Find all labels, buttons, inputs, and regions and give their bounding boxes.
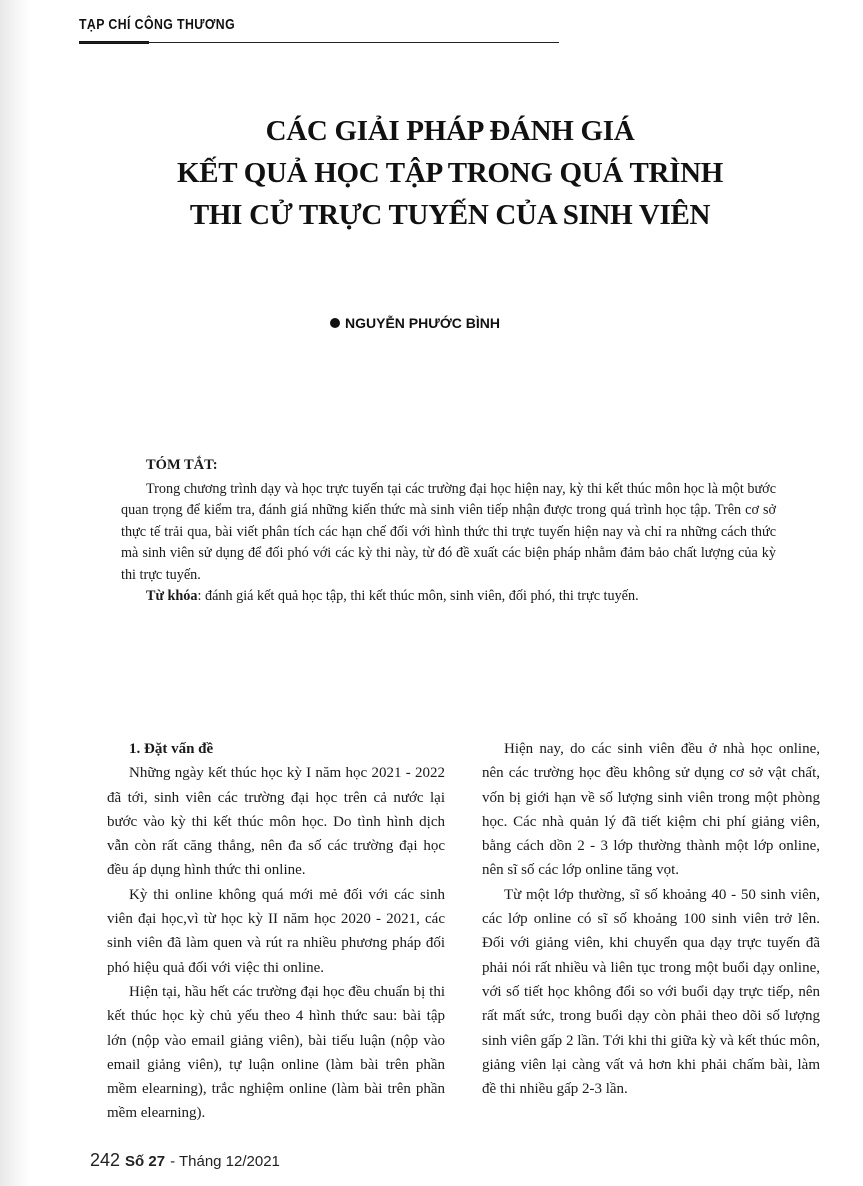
keywords-label: Từ khóa	[146, 588, 198, 604]
paragraph: Hiện nay, do các sinh viên đều ở nhà học online, nên các trường học đều không sử dụng cơ sở vật chất, vốn bị giới hạn về số lượng sinh viên trong một phòng học. Các nhà quản lý đã tiết kiệm chi phí giảng viên, bằng cách dồn 2 - 3 lớp thường thành một lớp online, nên sĩ số các lớp online tăng vọt.	[482, 741, 820, 879]
paragraph: Từ một lớp thường, sĩ số khoảng 40 - 50 sinh viên, các lớp online có sĩ số khoảng 100 sinh viên trở lên. Đối với giảng viên, khi chuyển qua dạy trực tuyến đã phải nói rất nhiều và liên tục trong một buổi dạy online, với số tiết học không đổi so với buổi dạy trực tiếp, nên rất mất sức, trong buổi dạy còn phải theo dõi số lượng sinh viên gấp 2 lần. Tới khi thi giữa kỳ và kết thúc môn, giảng viên lại càng vất vả hơn khi phải chấm bài, làm đề thi nhiều gấp 2-3 lần.	[482, 886, 820, 1098]
title-line: KẾT QUẢ HỌC TẬP TRONG QUÁ TRÌNH	[176, 157, 724, 189]
keywords	[121, 586, 776, 608]
paragraph: Những ngày kết thúc học kỳ I năm học 2021 - 2022 đã tới, sinh viên các trường đại học trên cả nước lại bước vào kỳ thi kết thúc môn học. Do tình hình dịch vẫn còn rất căng thẳng, nên đa số các trường đại học đều áp dụng hình thức thi online.	[107, 765, 445, 879]
journal-header	[79, 16, 559, 34]
header-rule	[79, 42, 559, 43]
issue-number: Số 27	[125, 1153, 166, 1170]
section-heading: 1. Đặt vấn đề	[129, 741, 214, 757]
abstract	[121, 455, 776, 608]
page-footer	[90, 1150, 280, 1171]
paragraph: Hiện tại, hầu hết các trường đại học đều chuẩn bị thi kết thúc học kỳ chủ yếu theo 4 hình thức sau: bài tập lớn (nộp vào email giảng viên), bài tiểu luận (nộp vào email giảng viên), tự luận online (làm bài trên phần mềm elearning), trắc nghiệm online (làm bài trên phần mềm elearning).	[107, 983, 445, 1122]
author-line	[330, 315, 500, 331]
keywords-text: : đánh giá kết quả học tập, thi kết thúc môn, sinh viên, đối phó, thi trực tuyến.	[197, 588, 639, 604]
bullet-icon	[330, 318, 340, 328]
journal-name: TẠP CHÍ CÔNG THƯƠNG	[79, 16, 236, 33]
author-name: NGUYỄN PHƯỚC BÌNH	[345, 315, 501, 331]
article-title	[100, 110, 800, 236]
left-column	[107, 737, 445, 1126]
title-line: THI CỬ TRỰC TUYẾN CỦA SINH VIÊN	[189, 199, 711, 231]
paragraph: Kỳ thi online không quá mới mẻ đối với các sinh viên đại học,vì từ học kỳ II năm học 2020 - 2021, các sinh viên đã làm quen và rút ra nhiều phương pháp đối phó hiệu quả đối với việc thi online.	[107, 886, 445, 976]
abstract-text: Trong chương trình dạy và học trực tuyến tại các trường đại học hiện nay, kỳ thi kết thúc môn học là một bước quan trọng để kiểm tra, đánh giá những kiến thức mà sinh viên tiếp nhận được trong quá trình học tập. Trên cơ sở thực tế trải qua, bài viết phân tích các hạn chế đối với hình thức thi trực tuyến hiện nay và chỉ ra những cách thức mà sinh viên sử dụng để đối phó với các kỳ thi này, từ đó đề xuất các biện pháp nhằm đảm bảo chất lượng của kỳ thi trực tuyến.	[121, 480, 776, 583]
right-column	[482, 737, 820, 1101]
title-line: CÁC GIẢI PHÁP ĐÁNH GIÁ	[265, 115, 635, 147]
page-number: 242	[90, 1150, 121, 1170]
abstract-heading: TÓM TẮT:	[146, 457, 218, 473]
issue-date: - Tháng 12/2021	[170, 1153, 280, 1170]
page-scan-edge	[0, 0, 30, 1186]
